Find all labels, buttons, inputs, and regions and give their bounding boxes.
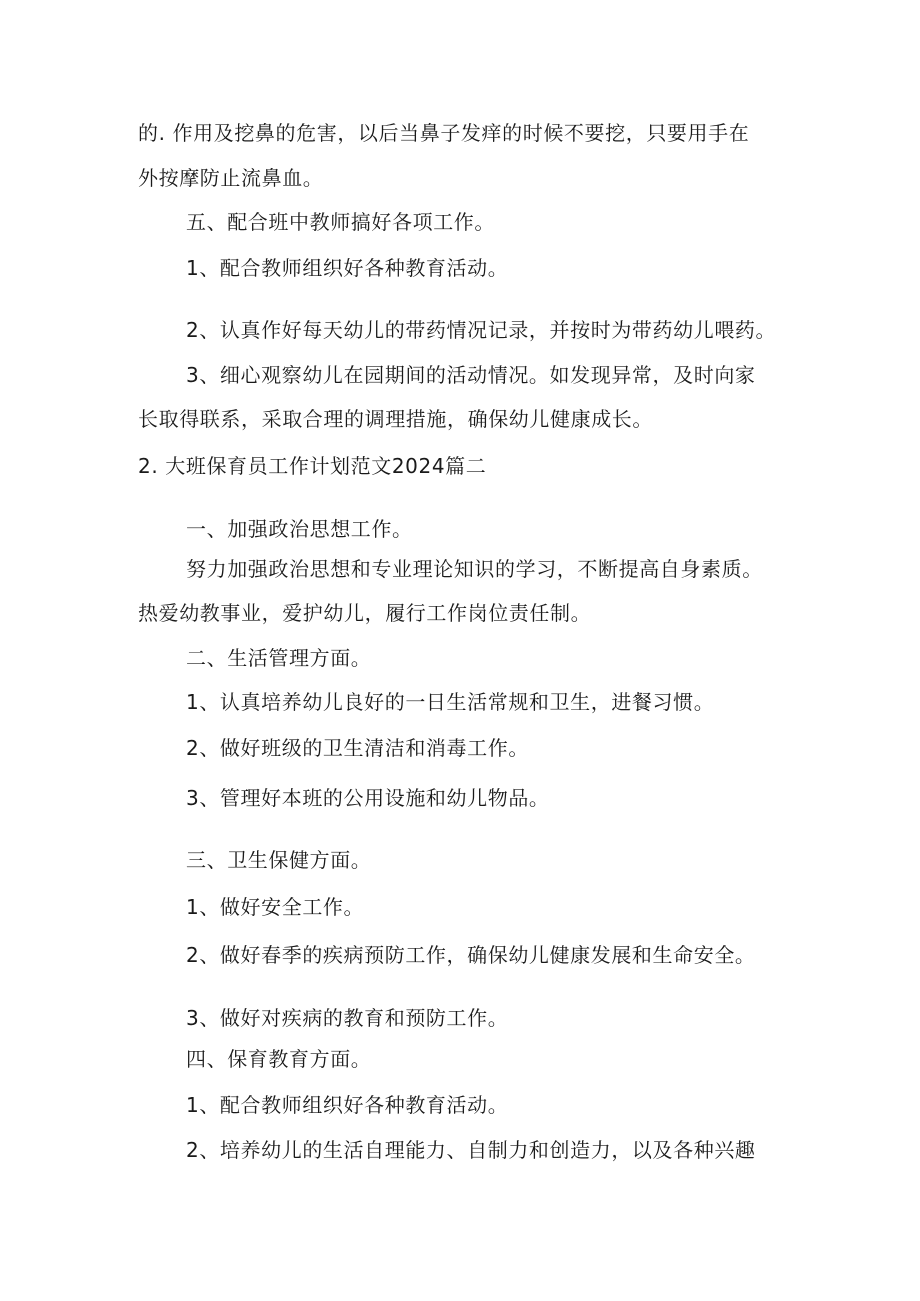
section-heading: 三、卫生保健方面。 [186,848,372,872]
list-item: 3、做好对疾病的教育和预防工作。 [186,1006,509,1030]
paragraph-line: 努力加强政治思想和专业理论知识的学习，不断提高自身素质。 [186,557,763,581]
list-item: 1、配合教师组织好各种教育活动。 [186,1093,509,1117]
list-item: 2、做好春季的疾病预防工作，确保幼儿健康发展和生命安全。 [186,943,756,967]
document-title: 2. 大班保育员工作计划范文2024篇二 [138,454,487,478]
list-item: 1、认真培养幼儿良好的一日生活常规和卫生，进餐习惯。 [186,690,715,714]
list-item: 3、管理好本班的公用设施和幼儿物品。 [186,786,550,810]
list-item: 1、配合教师组织好各种教育活动。 [186,256,509,280]
section-heading: 五、配合班中教师搞好各项工作。 [186,210,495,234]
list-item: 2、培养幼儿的生活自理能力、自制力和创造力，以及各种兴趣 [186,1138,756,1162]
paragraph-line: 的. 作用及挖鼻的危害，以后当鼻子发痒的时候不要挖，只要用手在 [138,121,750,145]
list-item: 2、认真作好每天幼儿的带药情况记录，并按时为带药幼儿喂药。 [186,318,777,342]
list-item: 2、做好班级的卫生清洁和消毒工作。 [186,736,529,760]
section-heading: 一、加强政治思想工作。 [186,517,413,541]
section-heading: 二、生活管理方面。 [186,646,372,670]
paragraph-line: 长取得联系，采取合理的调理措施，确保幼儿健康成长。 [138,407,653,431]
list-item: 1、做好安全工作。 [186,895,365,919]
list-item: 3、细心观察幼儿在园期间的活动情况。如发现异常，及时向家 [186,363,756,387]
paragraph-line: 外按摩防止流鼻血。 [138,166,324,190]
paragraph-line: 热爱幼教事业，爱护幼儿，履行工作岗位责任制。 [138,601,592,625]
section-heading: 四、保育教育方面。 [186,1047,372,1071]
